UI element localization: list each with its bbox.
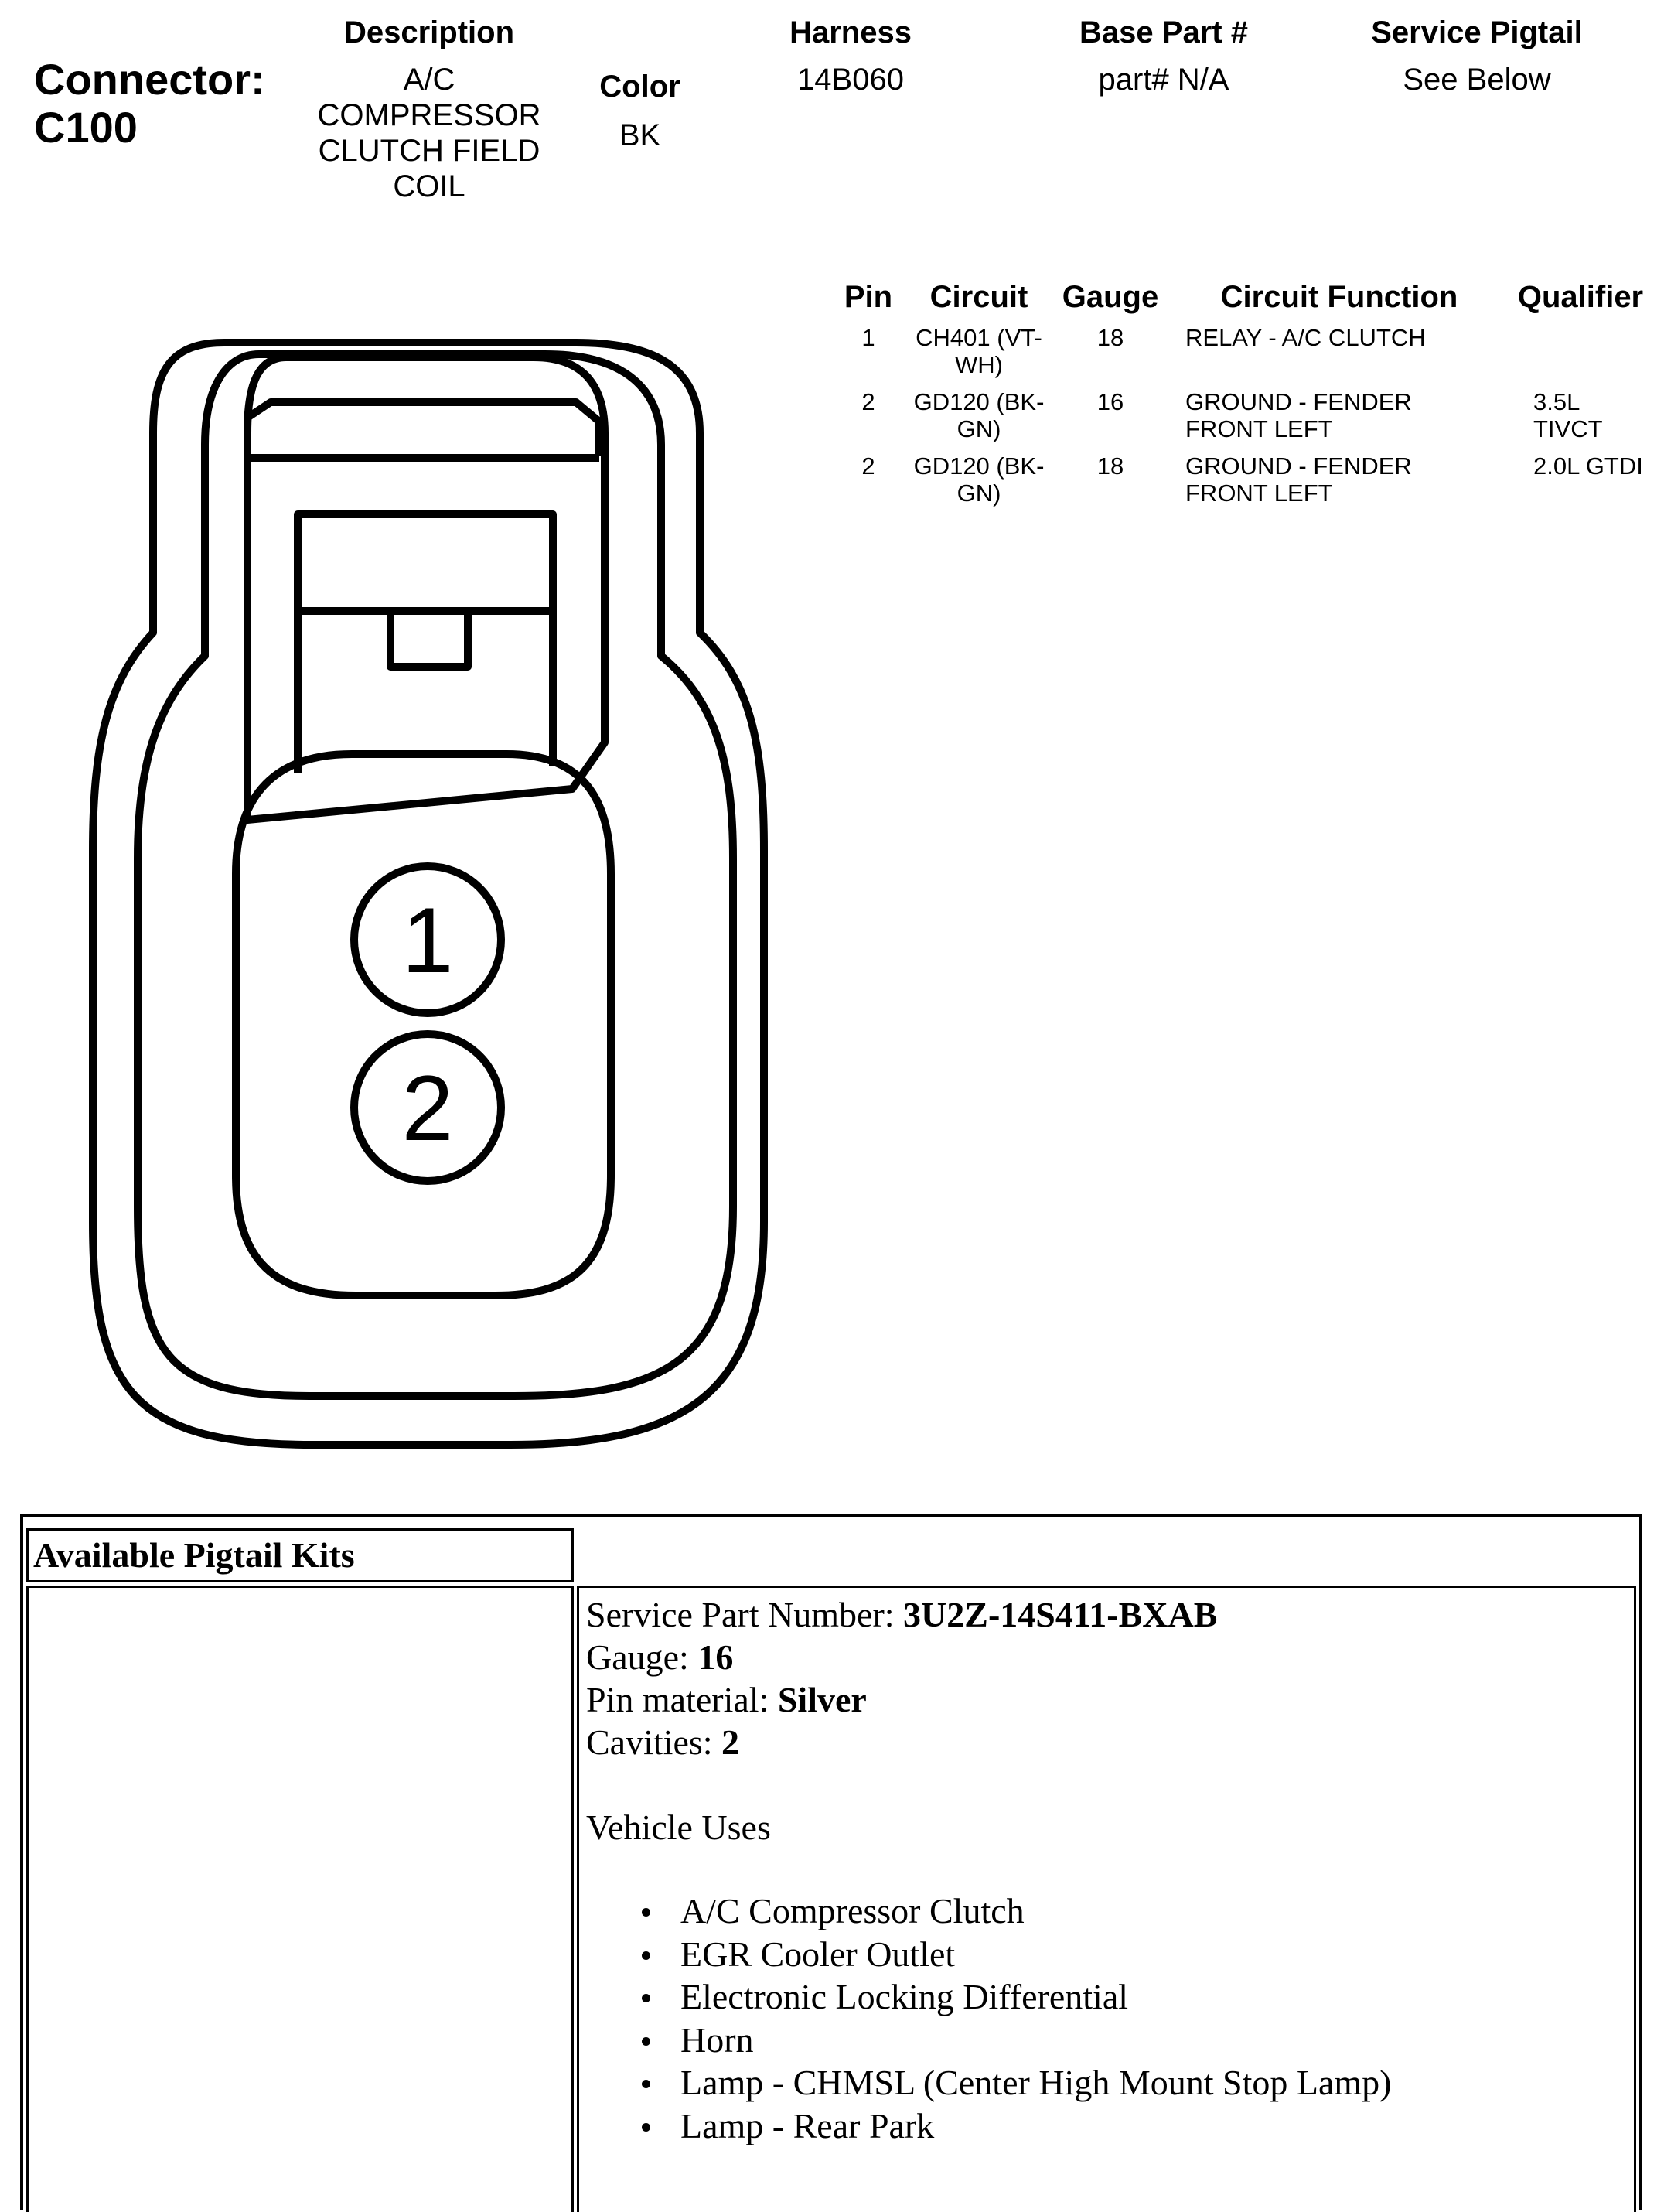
latch-frame bbox=[247, 402, 599, 456]
base-part-header: Base Part # bbox=[1079, 15, 1248, 49]
harness-value: 14B060 bbox=[797, 63, 904, 97]
list-item: Electronic Locking Differential bbox=[586, 1975, 1391, 2019]
description-line: COIL bbox=[393, 169, 465, 203]
function-line: GROUND - FENDER bbox=[1185, 388, 1412, 415]
vehicle-uses-heading: Vehicle Uses bbox=[586, 1807, 771, 1847]
column-header-circuit-function: Circuit Function bbox=[1220, 280, 1458, 314]
pigtail-kits-title: Available Pigtail Kits bbox=[33, 1535, 355, 1575]
circuit-line: WH) bbox=[955, 351, 1003, 378]
circuit-cell bbox=[905, 324, 1052, 388]
column-header-qualifier: Qualifier bbox=[1517, 280, 1644, 314]
column-header-circuit: Circuit bbox=[929, 280, 1028, 314]
circuit-cell bbox=[905, 388, 1052, 452]
service-part-number bbox=[586, 1593, 1217, 1636]
function-line: RELAY - A/C CLUTCH bbox=[1185, 324, 1426, 351]
function-line: GROUND - FENDER bbox=[1185, 452, 1412, 480]
pin-cell: 2 bbox=[861, 452, 875, 480]
gauge-cell: 18 bbox=[1096, 324, 1124, 351]
table-row bbox=[831, 388, 1651, 452]
list-item: EGR Cooler Outlet bbox=[586, 1933, 1391, 1976]
list-item: A/C Compressor Clutch bbox=[586, 1889, 1391, 1933]
connector-id: C100 bbox=[34, 103, 138, 152]
function-line: FRONT LEFT bbox=[1185, 480, 1333, 507]
service-pigtail-value: See Below bbox=[1403, 63, 1551, 97]
column-header-pin: Pin bbox=[844, 280, 893, 314]
pin-material bbox=[586, 1678, 867, 1721]
service-pigtail-header: Service Pigtail bbox=[1371, 15, 1583, 49]
connector-face-diagram bbox=[0, 0, 851, 1470]
connector-label: Connector: bbox=[34, 55, 265, 104]
circuit-line: GN) bbox=[956, 415, 1001, 442]
pigtail-header-spacer bbox=[577, 1528, 1636, 1582]
function-cell bbox=[1168, 452, 1510, 517]
cavities-value: 2 bbox=[721, 1722, 740, 1762]
pin-1-label: 1 bbox=[401, 889, 454, 992]
pin-table bbox=[831, 280, 1651, 517]
circuit-line: GD120 (BK- bbox=[913, 388, 1045, 415]
latch-notch bbox=[390, 611, 468, 667]
description-line: CLUTCH FIELD bbox=[318, 134, 540, 168]
pin-2-label: 2 bbox=[401, 1057, 454, 1160]
pigtail-image-cell bbox=[26, 1586, 574, 2212]
list-item: Lamp - CHMSL (Center High Mount Stop Lamp) bbox=[586, 2061, 1391, 2104]
qualifier-cell: 3.5L TIVCT bbox=[1533, 388, 1603, 442]
gauge-label: Gauge: bbox=[586, 1637, 698, 1677]
circuit-line: GD120 (BK- bbox=[913, 452, 1045, 480]
service-part-label: Service Part Number: bbox=[586, 1595, 904, 1634]
base-part-value: part# N/A bbox=[1098, 63, 1229, 97]
function-cell bbox=[1168, 324, 1510, 388]
gauge-value: 16 bbox=[697, 1637, 734, 1677]
pin-material-label: Pin material: bbox=[586, 1680, 778, 1719]
pigtail-kits-title-cell bbox=[26, 1528, 574, 1582]
function-line: FRONT LEFT bbox=[1185, 415, 1333, 442]
pin-cell: 2 bbox=[861, 388, 875, 415]
qualifier-cell: 2.0L GTDI bbox=[1533, 452, 1643, 480]
latch-window bbox=[298, 514, 553, 773]
description-header: Description bbox=[343, 15, 515, 49]
circuit-cell bbox=[905, 452, 1052, 517]
pin-cell: 1 bbox=[861, 324, 875, 351]
vehicle-uses-list bbox=[586, 1889, 1391, 2147]
pigtail-gauge bbox=[586, 1636, 733, 1678]
function-cell bbox=[1168, 388, 1510, 452]
gauge-cell: 16 bbox=[1096, 388, 1124, 415]
harness-header: Harness bbox=[789, 15, 912, 49]
description-line: A/C bbox=[403, 63, 455, 97]
color-value: BK bbox=[619, 118, 661, 152]
table-row bbox=[831, 324, 1651, 388]
color-header: Color bbox=[599, 70, 680, 104]
list-item: Lamp - Rear Park bbox=[586, 2104, 1391, 2148]
qualifier-cell bbox=[1510, 324, 1651, 388]
column-header-gauge: Gauge bbox=[1062, 280, 1159, 314]
gauge-cell: 18 bbox=[1096, 452, 1124, 480]
pin-face bbox=[236, 754, 611, 1295]
list-item: Horn bbox=[586, 2019, 1391, 2062]
description-line: COMPRESSOR bbox=[317, 98, 541, 132]
circuit-line: GN) bbox=[956, 480, 1001, 507]
service-part-value: 3U2Z-14S411-BXAB bbox=[903, 1595, 1218, 1634]
pin-material-value: Silver bbox=[777, 1680, 867, 1719]
cavities-label: Cavities: bbox=[586, 1722, 722, 1762]
pin-table-header-row bbox=[831, 280, 1651, 324]
circuit-line: CH401 (VT- bbox=[916, 324, 1042, 351]
table-row bbox=[831, 452, 1651, 517]
cavities bbox=[586, 1721, 739, 1763]
